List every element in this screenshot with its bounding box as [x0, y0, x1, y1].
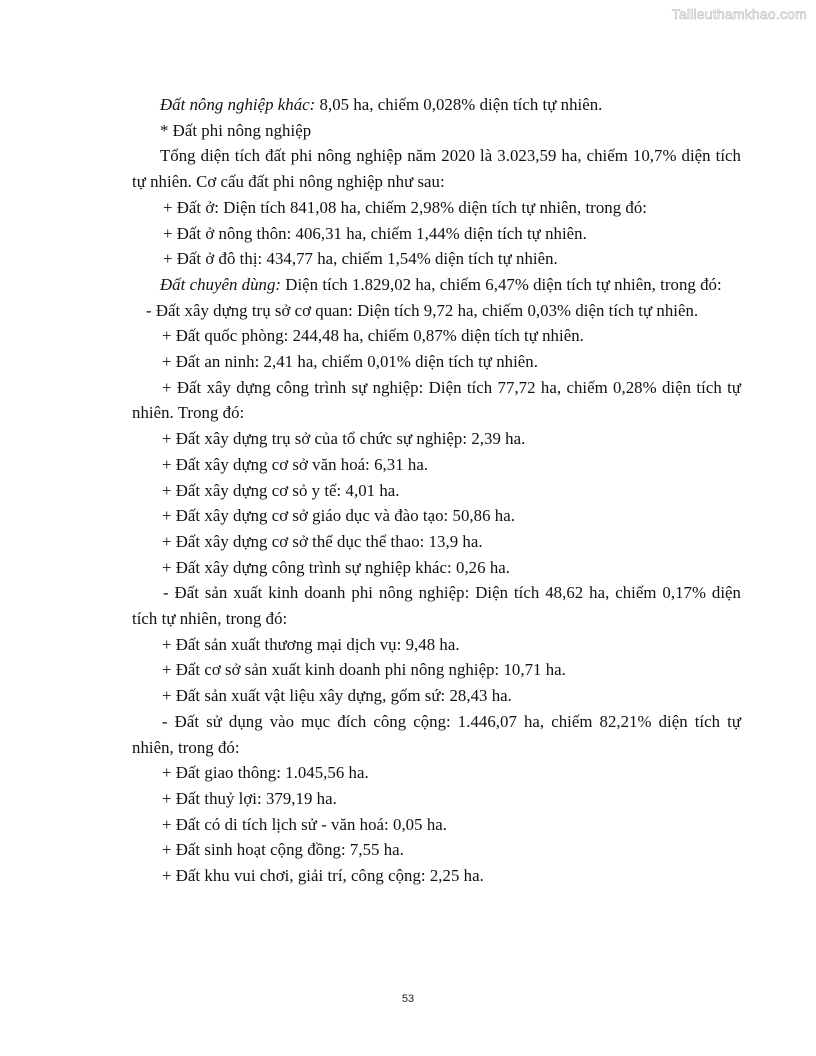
list-item: + Đất xây dựng cơ sỏ y tế: 4,01 ha.	[162, 480, 400, 500]
list-item: + Đất thuỷ lợi: 379,19 ha.	[162, 788, 337, 808]
list-item: + Đất xây dựng công trình sự nghiệp khác: 0,26 ha.	[162, 557, 510, 577]
list-item: + Đất xây dựng trụ sở của tổ chức sự nghiệp: 2,39 ha.	[162, 429, 526, 449]
list-item: + Đất có di tích lịch sử - văn hoá: 0,05 ha.	[162, 814, 447, 834]
paragraph-text: 8,05 ha, chiếm 0,028% diện tích tự nhiên.	[315, 95, 603, 114]
paragraph-text: Diện tích 1.829,02 ha, chiếm 6,47% diện tích tự nhiên, trong đó:	[281, 274, 722, 294]
list-item: + Đất cơ sở sản xuất kinh doanh phi nông nghiệp: 10,71 ha.	[162, 660, 566, 680]
list-item: + Đất sản xuất vật liệu xây dựng, gốm sứ: 28,43 ha.	[162, 686, 512, 706]
list-item: + Đất giao thông: 1.045,56 ha.	[162, 763, 369, 783]
list-item: + Đất xây dựng cơ sở văn hoá: 6,31 ha.	[162, 454, 429, 474]
list-item: + Đất sản xuất thương mại dịch vụ: 9,48 ha.	[162, 634, 460, 654]
paragraph-other-agricultural-land	[132, 92, 741, 118]
list-item: + Đất xây dựng công trình sự nghiệp: Diện tích 77,72 ha, chiếm 0,28% diện tích tự nhiên. Trong đó:	[132, 377, 741, 423]
list-item: + Đất xây dựng cơ sở giáo dục và đào tạo: 50,86 ha.	[162, 506, 515, 526]
italic-label: Đất chuyên dùng:	[160, 274, 282, 294]
list-item: + Đất ở đô thị: 434,77 ha, chiếm 1,54% diện tích tự nhiên.	[163, 249, 558, 269]
list-item: - Đất sử dụng vào mục đích công cộng: 1.446,07 ha, chiếm 82,21% diện tích tự nhiên, trong đó:	[132, 711, 741, 757]
list-item: + Đất ở nông thôn: 406,31 ha, chiếm 1,44% diện tích tự nhiên.	[163, 223, 587, 243]
list-item: + Đất an ninh: 2,41 ha, chiếm 0,01% diện tích tự nhiên.	[162, 352, 538, 372]
document-body	[132, 92, 741, 889]
list-item: + Đất khu vui chơi, giải trí, công cộng: 2,25 ha.	[162, 866, 484, 886]
list-item: + Đất xây dựng cơ sở thể dục thể thao: 13,9 ha.	[162, 531, 483, 551]
list-item: + Đất ở: Diện tích 841,08 ha, chiếm 2,98% diện tích tự nhiên, trong đó:	[163, 197, 647, 217]
list-item: + Đất sinh hoạt cộng đồng: 7,55 ha.	[162, 840, 404, 860]
list-item: - Đất xây dựng trụ sở cơ quan: Diện tích 9,72 ha, chiếm 0,03% diện tích tự nhiên.	[146, 300, 699, 320]
list-item: - Đất sản xuất kinh doanh phi nông nghiệp: Diện tích 48,62 ha, chiếm 0,17% diện tích tự nhiên, trong đó:	[132, 583, 741, 629]
page-number: 53	[401, 993, 415, 1005]
paragraph-total-non-agricultural: Tổng diện tích đất phi nông nghiệp năm 2020 là 3.023,59 ha, chiếm 10,7% diện tích tự nhiên. Cơ cấu đất phi nông nghiệp như sau:	[132, 146, 741, 192]
section-heading-non-agricultural: * Đất phi nông nghiệp	[160, 120, 312, 140]
italic-label: Đất nông nghiệp khác:	[160, 95, 316, 114]
paragraph-specialized-land	[132, 272, 741, 298]
list-item: + Đất quốc phòng: 244,48 ha, chiếm 0,87% diện tích tự nhiên.	[162, 326, 584, 346]
watermark-text: Tailieuthamkhao.com	[671, 6, 807, 22]
